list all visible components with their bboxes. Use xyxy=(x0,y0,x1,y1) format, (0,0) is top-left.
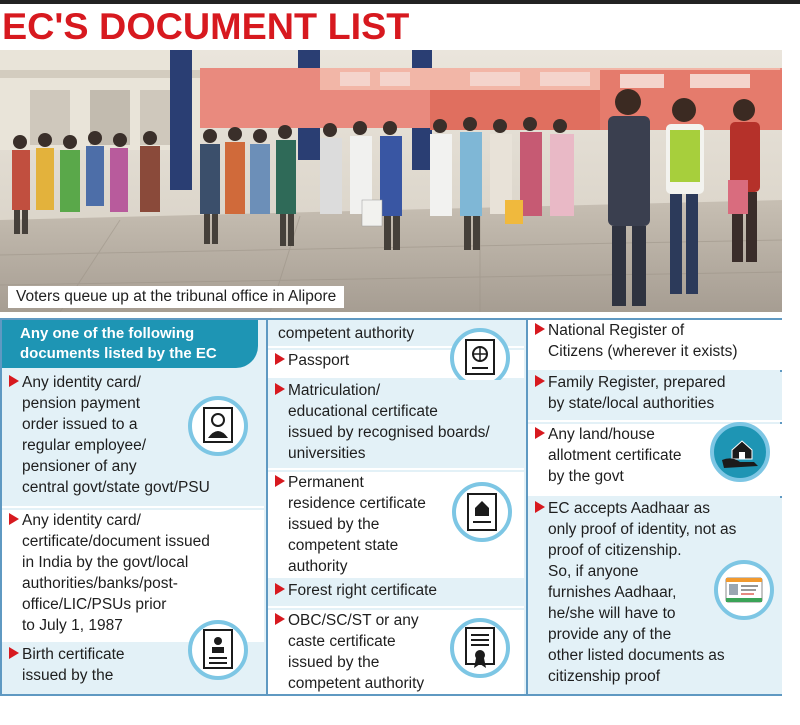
arrow-bullet-icon xyxy=(275,583,285,595)
list-item: Passport xyxy=(268,350,524,378)
arrow-bullet-icon xyxy=(275,383,285,395)
arrow-bullet-icon xyxy=(275,613,285,625)
list-item: EC accepts Aadhaar as only proof of identity, not as proof of citizenship. So, if anyone furnishes Aadhaar, he/she will have to provide any of the other listed documents as citizenship proof xyxy=(528,498,782,694)
list-item: Any land/house allotment certificate by the govt xyxy=(528,424,782,496)
house-in-hand-icon xyxy=(710,422,770,482)
arrow-bullet-icon xyxy=(535,427,545,439)
arrow-bullet-icon xyxy=(275,475,285,487)
queue-photo-illustration xyxy=(0,50,782,312)
arrow-bullet-icon xyxy=(9,375,19,387)
list-item: Matriculation/ educational certificate issued by recognised boards/ universities xyxy=(268,380,524,470)
queue-photo xyxy=(0,50,782,312)
top-rule xyxy=(0,0,800,4)
arrow-bullet-icon xyxy=(535,375,545,387)
list-item: Forest right certificate xyxy=(268,580,524,608)
column-2 xyxy=(266,320,524,694)
arrow-bullet-icon xyxy=(9,647,19,659)
arrow-bullet-icon xyxy=(275,353,285,365)
residence-document-icon xyxy=(452,482,512,542)
caste-certificate-icon xyxy=(450,618,510,678)
list-item: Birth certificate issued by the xyxy=(2,644,264,694)
arrow-bullet-icon xyxy=(535,501,545,513)
arrow-bullet-icon xyxy=(9,513,19,525)
list-item: Any identity card/ pension payment order issued to a regular employee/ pensioner of any central govt/state govt/PSU xyxy=(2,372,264,508)
list-item: Any identity card/ certificate/document issued in India by the govt/local authorities/banks/post- office/LIC/PSUs prior to July 1, 1987 xyxy=(2,510,264,642)
page-title: EC'S DOCUMENT LIST xyxy=(2,6,410,47)
list-item: Family Register, prepared by state/local authorities xyxy=(528,372,782,422)
document-list-panel xyxy=(0,318,782,696)
column-3 xyxy=(526,320,782,694)
certificate-icon xyxy=(188,620,248,680)
person-id-icon xyxy=(188,396,248,456)
aadhaar-card-icon xyxy=(714,560,774,620)
column-1 xyxy=(2,320,264,694)
list-item-continuation: competent authority xyxy=(268,320,524,348)
arrow-bullet-icon xyxy=(535,323,545,335)
photo-caption: Voters queue up at the tribunal office in Alipore xyxy=(8,286,344,308)
passport-icon xyxy=(450,328,510,388)
list-item: Permanent residence certificate issued by the competent state authority xyxy=(268,472,524,578)
list-item: National Register of Citizens (wherever it exists) xyxy=(528,320,782,370)
list-item: OBC/SC/ST or any caste certificate issued by the competent authority xyxy=(268,610,524,694)
list-header: Any one of the following documents listed by the EC xyxy=(2,320,258,368)
